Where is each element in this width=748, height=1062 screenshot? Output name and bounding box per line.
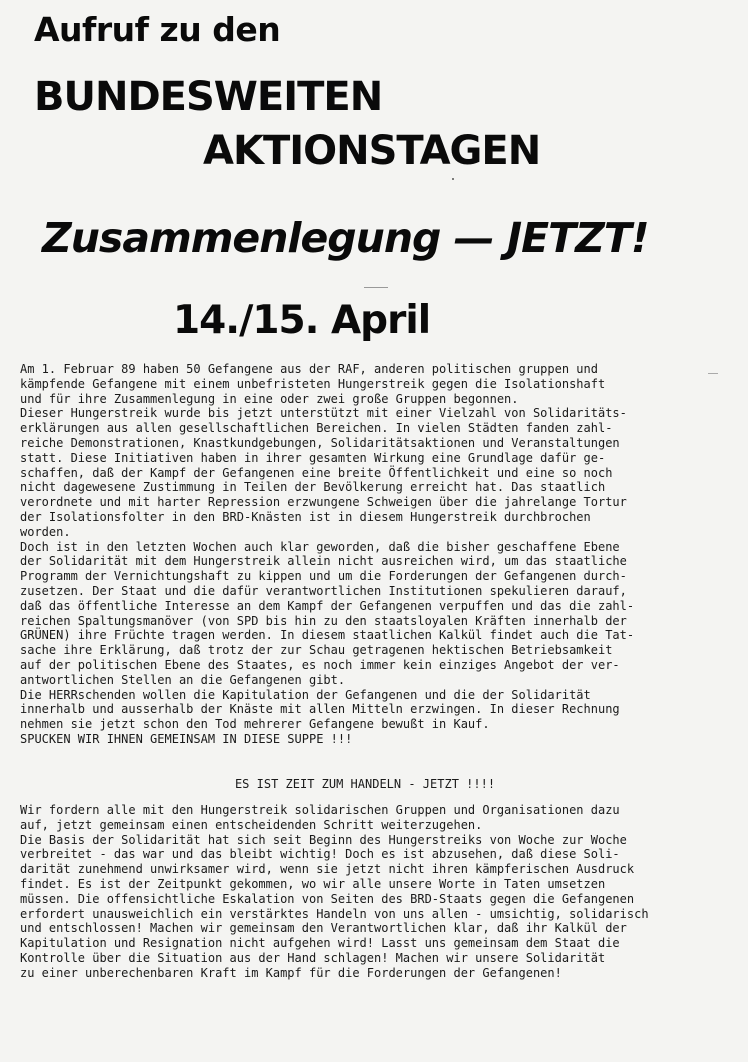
text-line: auf der politischen Ebene des Staates, es noch immer kein einziges Angebot der ver-	[20, 657, 620, 672]
text-line: GRÜNEN) ihre Früchte tragen werden. In diesem staatlichen Kalkül findet auch die Tat-	[20, 628, 635, 643]
text-line: findet. Es ist der Zeitpunkt gekommen, wo wir alle unsere Worte in Taten umsetzen	[20, 876, 606, 891]
slogan-line: ES IST ZEIT ZUM HANDELN - JETZT !!!!	[234, 777, 496, 791]
body-text-part-1	[20, 362, 710, 747]
text-line: Die Basis der Solidarität hat sich seit Beginn des Hungerstreiks von Woche zur Woche	[20, 832, 627, 847]
text-line: zu einer unberechenbaren Kraft im Kampf für die Forderungen der Gefangenen!	[20, 965, 562, 980]
text-line: antwortlichen Stellen an die Gefangenen gibt.	[20, 672, 346, 687]
text-line: und entschlossen! Machen wir gemeinsam den Verantwortlichen klar, daß ihr Kalkül der	[20, 921, 627, 936]
headline-aktionstagen: AKTIONSTAGEN	[203, 128, 541, 174]
text-line: nicht dagewesene Zustimmung in Teilen der Bevölkerung erreicht hat. Das staatlich	[20, 480, 606, 495]
headline-bundesweiten: BUNDESWEITEN	[34, 74, 383, 120]
text-line: Doch ist in den letzten Wochen auch klar geworden, daß die bisher geschaffene Ebene	[20, 539, 620, 554]
text-line: auf, jetzt gemeinsam einen entscheidenden Schritt weiterzugehen.	[20, 817, 483, 832]
text-line: daß das öffentliche Interesse an dem Kampf der Gefangenen verpuffen und das die zahl-	[20, 598, 635, 613]
text-line: reiche Demonstrationen, Knastkundgebungen, Solidaritätsaktionen und Veranstaltungen	[20, 435, 620, 450]
text-line: und für ihre Zusammenlegung in eine oder zwei große Gruppen begonnen.	[20, 391, 519, 406]
text-line: Wir fordern alle mit den Hungerstreik solidarischen Gruppen und Organisationen dazu	[20, 803, 620, 817]
text-line: Die HERRschenden wollen die Kapitulation der Gefangenen und die der Solidarität	[20, 687, 591, 702]
text-line: erfordert unausweichlich ein verstärktes Handeln von uns allen - umsichtig, solidarisch	[20, 906, 649, 921]
text-line: erklärungen aus allen gesellschaftlichen Bereichen. In vielen Städten fanden zahl-	[20, 421, 613, 436]
paper-speck	[452, 178, 454, 180]
paper-speck	[708, 373, 718, 374]
text-line: darität zunehmend unwirksamer wird, wenn sie jetzt nicht ihren kämpferischen Ausdruck	[20, 862, 635, 877]
text-line: sache ihre Erklärung, daß trotz der zur Schau getragenen hektischen Betriebsamkeit	[20, 643, 613, 658]
headline-date: 14./15. April	[173, 298, 431, 343]
text-line: Dieser Hungerstreik wurde bis jetzt unterstützt mit einer Vielzahl von Solidaritäts-	[20, 406, 627, 421]
text-line: verbreitet - das war und das bleibt wichtig! Doch es ist abzusehen, daß diese Soli-	[20, 847, 620, 862]
text-line: schaffen, daß der Kampf der Gefangenen eine breite Öffentlichkeit und eine so noch	[20, 465, 613, 480]
text-line: worden.	[20, 524, 71, 539]
paper-speck	[364, 287, 388, 288]
text-line: Kapitulation und Resignation nicht aufgehen wird! Lasst uns gemeinsam dem Staat die	[20, 936, 620, 951]
text-line: SPUCKEN WIR IHNEN GEMEINSAM IN DIESE SUPPE !!!	[20, 731, 353, 746]
text-line: verordnete und mit harter Repression erzwungene Schweigen über die jahrelange Tortur	[20, 495, 627, 510]
text-line: statt. Diese Initiativen haben in ihrer gesamten Wirkung eine Grundlage dafür ge-	[20, 450, 606, 465]
text-line: kämpfende Gefangene mit einem unbefristeten Hungerstreik gegen die Isolationshaft	[20, 376, 606, 391]
text-line: Kontrolle über die Situation aus der Hand schlagen! Machen wir unsere Solidarität	[20, 950, 606, 965]
body-text-part-2	[20, 803, 710, 981]
headline-zusammenlegung: Zusammenlegung — JETZT!	[42, 214, 649, 262]
text-line: nehmen sie jetzt schon den Tod mehrerer Gefangene bewußt in Kauf.	[20, 717, 490, 732]
text-line: Programm der Vernichtungshaft zu kippen und um die Forderungen der Gefangenen durch-	[20, 569, 627, 584]
text-line: der Solidarität mit dem Hungerstreik allein nicht ausreichen wird, um das staatliche	[20, 554, 627, 569]
text-line: müssen. Die offensichtliche Eskalation von Seiten des BRD-Staats gegen die Gefangenen	[20, 891, 635, 906]
text-line: Am 1. Februar 89 haben 50 Gefangene aus der RAF, anderen politischen gruppen und	[20, 362, 598, 376]
text-line: reichen Spaltungsmanöver (von SPD bis hin zu den staatsloyalen Kräften innerhalb der	[20, 613, 627, 628]
text-line: innerhalb und ausserhalb der Knäste mit allen Mitteln erzwingen. In dieser Rechnung	[20, 702, 620, 717]
text-line: der Isolationsfolter in den BRD-Knästen ist in diesem Hungerstreik durchbrochen	[20, 509, 591, 524]
headline-aufruf: Aufruf zu den	[34, 10, 281, 49]
text-line: zusetzen. Der Staat und die dafür verantwortlichen Institutionen spekulieren darauf,	[20, 583, 627, 598]
